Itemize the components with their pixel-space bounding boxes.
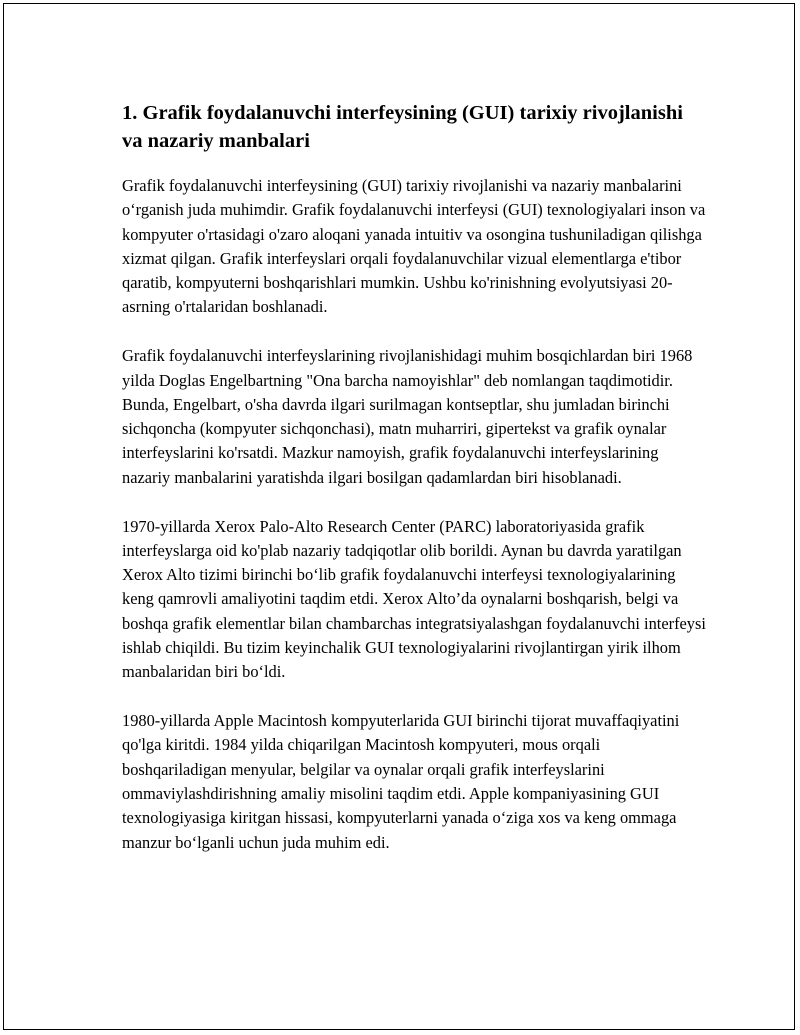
paragraph-2: Grafik foydalanuvchi interfeyslarining rivojlanishidagi muhim bosqichlardan biri 1968 yilda Doglas Engelbartning "Ona barcha namoyishlar" deb nomlangan taqdimotidir. Bunda, Engelbart, o'sha davrda ilgari surilmagan kontseptlar, shu jumladan birinchi sichqoncha (kompyuter sichqonchasi), matn muharriri, gipertekst va grafik oynalar interfeyslarini ko'rsatdi. Mazkur namoyish, grafik foydalanuvchi interfeyslarining nazariy manbalarini yaratishda ilgari bosilgan qadamlardan biri hisoblanadi. bbox=[122, 346, 693, 487]
paragraph-3: 1970-yillarda Xerox Palo-Alto Research Center (PARC) laboratoriyasida grafik interfeyslarga oid ko'plab nazariy tadqiqotlar olib borildi. Aynan bu davrda yaratilgan Xerox Alto tizimi birinchi bo‘lib grafik foydalanuvchi interfeysi texnologiyalarining keng qamrovli amaliyotini taqdim etdi. Xerox Alto’da oynalarni boshqarish, belgi va boshqa grafik elementlar bilan chambarchas integratsiyalashgan foydalanuvchi interfeysi ishlab chiqildi. Bu tizim keyinchalik GUI texnologiyalarini rivojlantirgan yirik ilhom manbalaridan biri bo‘ldi. bbox=[122, 516, 706, 682]
page-frame bbox=[3, 3, 795, 1030]
paragraph-1: Grafik foydalanuvchi interfeysining (GUI) tarixiy rivojlanishi va nazariy manbalarini o‘rganish juda muhimdir. Grafik foydalanuvchi interfeysi (GUI) texnologiyalari inson va kompyuter o'rtasidagi o'zaro aloqani yanada intuitiv va osongina tushuniladigan qilishga xizmat qilgan. Grafik interfeyslari orqali foydalanuvchilar vizual elementlarga e'tibor qaratib, kompyuterni boshqarishlari mumkin. Ushbu ko'rinishning evolyutsiyasi 20-asrning o'rtalaridan boshlanadi. bbox=[122, 176, 706, 317]
section-heading: 1. Grafik foydalanuvchi interfeysining (GUI) tarixiy rivojlanishi va nazariy manbalari bbox=[122, 102, 683, 152]
document-body bbox=[122, 99, 707, 879]
paragraph-4: 1980-yillarda Apple Macintosh kompyuterlarida GUI birinchi tijorat muvaffaqiyatini qo'lga kiritdi. 1984 yilda chiqarilgan Macintosh kompyuteri, mous orqali boshqariladigan menyular, belgilar va oynalar orqali grafik interfeyslarini ommaviylashdirishning amaliy misolini taqdim etdi. Apple kompaniyasining GUI texnologiyasiga kiritgan hissasi, kompyuterlarni yanada o‘ziga xos va keng ommaga manzur bo‘lganli uchun juda muhim edi. bbox=[122, 711, 680, 852]
